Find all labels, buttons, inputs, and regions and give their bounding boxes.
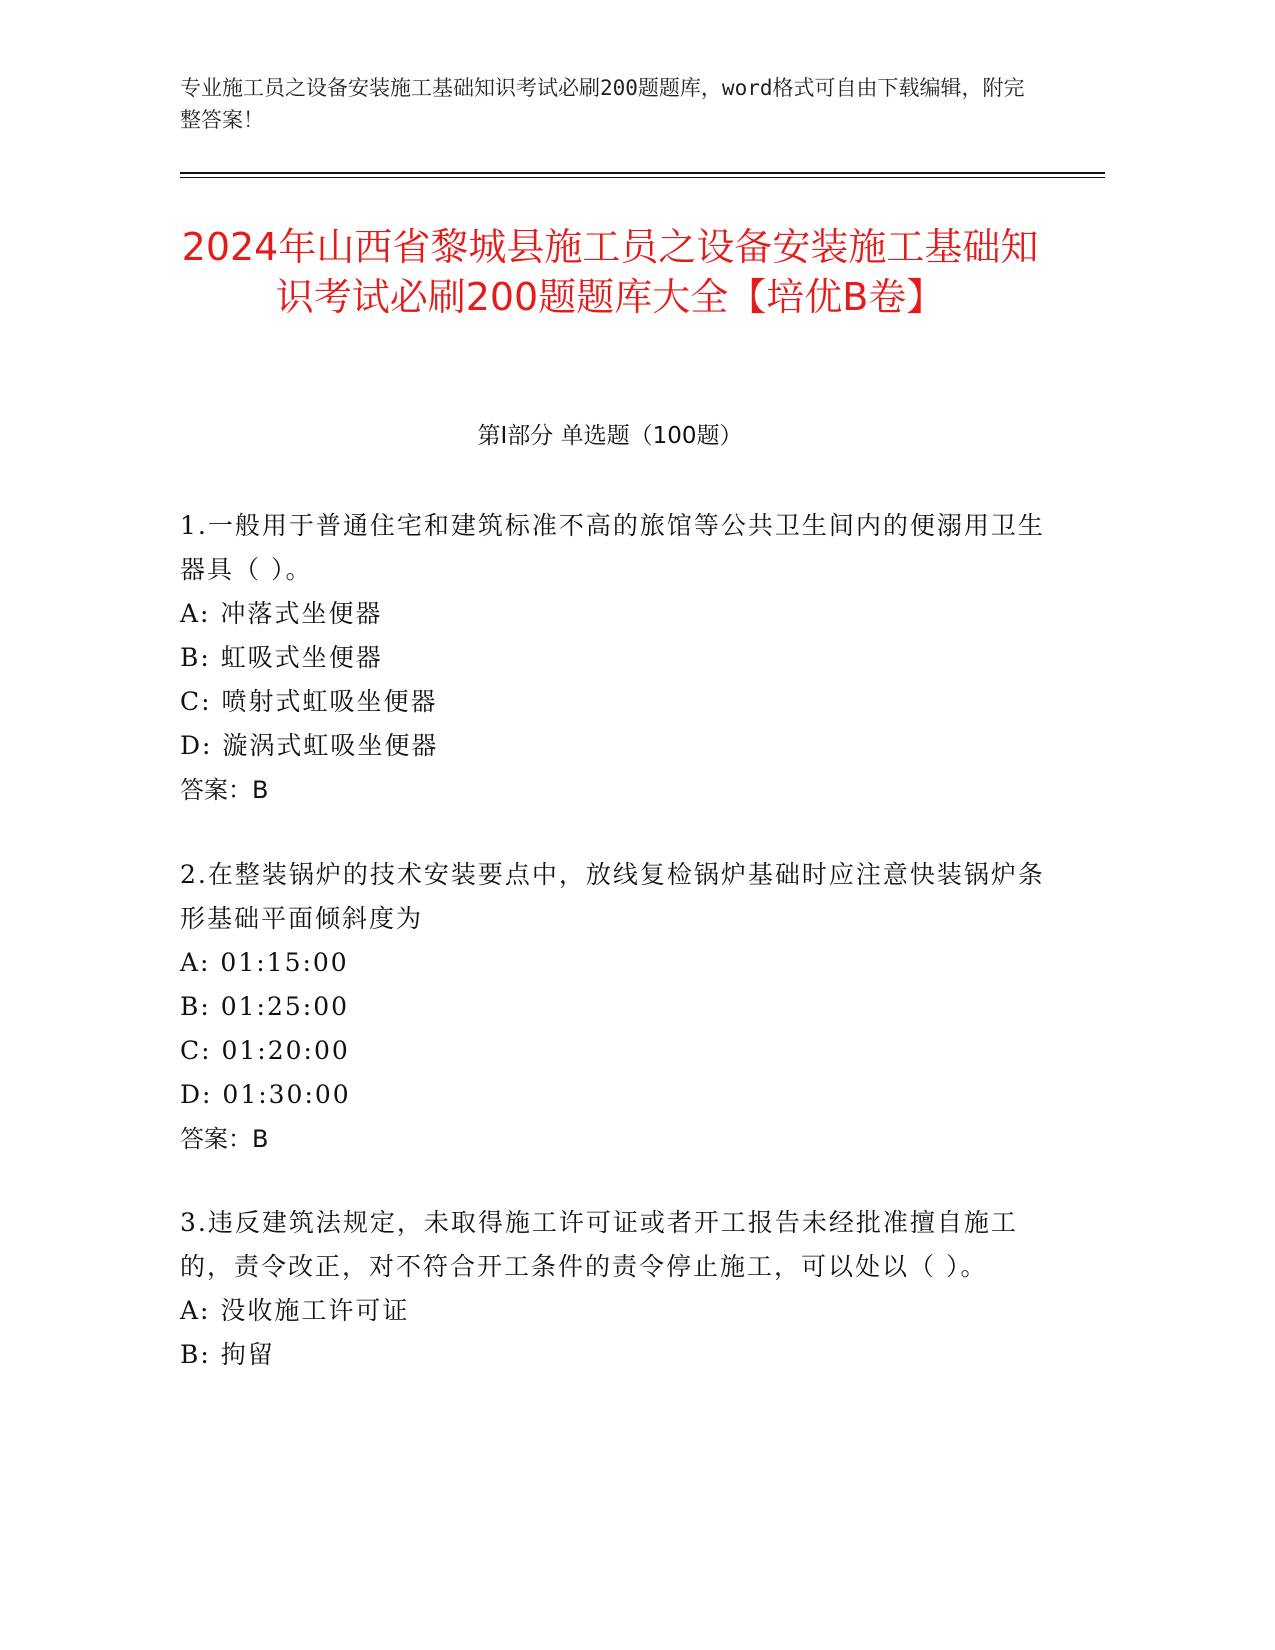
option-b: B: 拘留: [180, 1340, 275, 1369]
question-2: [180, 853, 1060, 1161]
document-title: 2024年山西省黎城县施工员之设备安装施工基础知识考试必刷200题题库大全【培优B卷】: [181, 225, 1039, 319]
section-heading: 第I部分 单选题（100题）: [477, 423, 743, 449]
header-divider-thin: [180, 177, 1105, 178]
option-d: D: 漩涡式虹吸坐便器: [180, 731, 439, 760]
header-note: 专业施工员之设备安装施工基础知识考试必刷200题题库，word格式可自由下载编辑，附完整答案！: [180, 76, 1025, 132]
answer: 答案：B: [180, 776, 269, 804]
question-stem: 3.违反建筑法规定，未取得施工许可证或者开工报告未经批准擅自施工的，责令改正，对不符合开工条件的责令停止施工，可以处以（ ）。: [180, 1208, 1018, 1281]
option-c: C: 喷射式虹吸坐便器: [180, 687, 438, 716]
option-b: B: 01:25:00: [180, 992, 350, 1021]
option-a: A: 没收施工许可证: [180, 1296, 410, 1325]
option-b: B: 虹吸式坐便器: [180, 643, 383, 672]
option-a: A: 冲落式坐便器: [180, 599, 383, 628]
option-d: D: 01:30:00: [180, 1080, 351, 1109]
question-1: [180, 504, 1060, 812]
answer: 答案：B: [180, 1125, 269, 1153]
option-a: A: 01:15:00: [180, 948, 349, 977]
question-stem: 2.在整装锅炉的技术安装要点中，放线复检锅炉基础时应注意快装锅炉条形基础平面倾斜度为: [180, 860, 1045, 933]
question-stem: 1.一般用于普通住宅和建筑标准不高的旅馆等公共卫生间内的便溺用卫生器具（ ）。: [180, 511, 1045, 584]
header-divider-thick: [180, 172, 1105, 174]
option-c: C: 01:20:00: [180, 1036, 350, 1065]
question-3: [180, 1201, 1060, 1377]
